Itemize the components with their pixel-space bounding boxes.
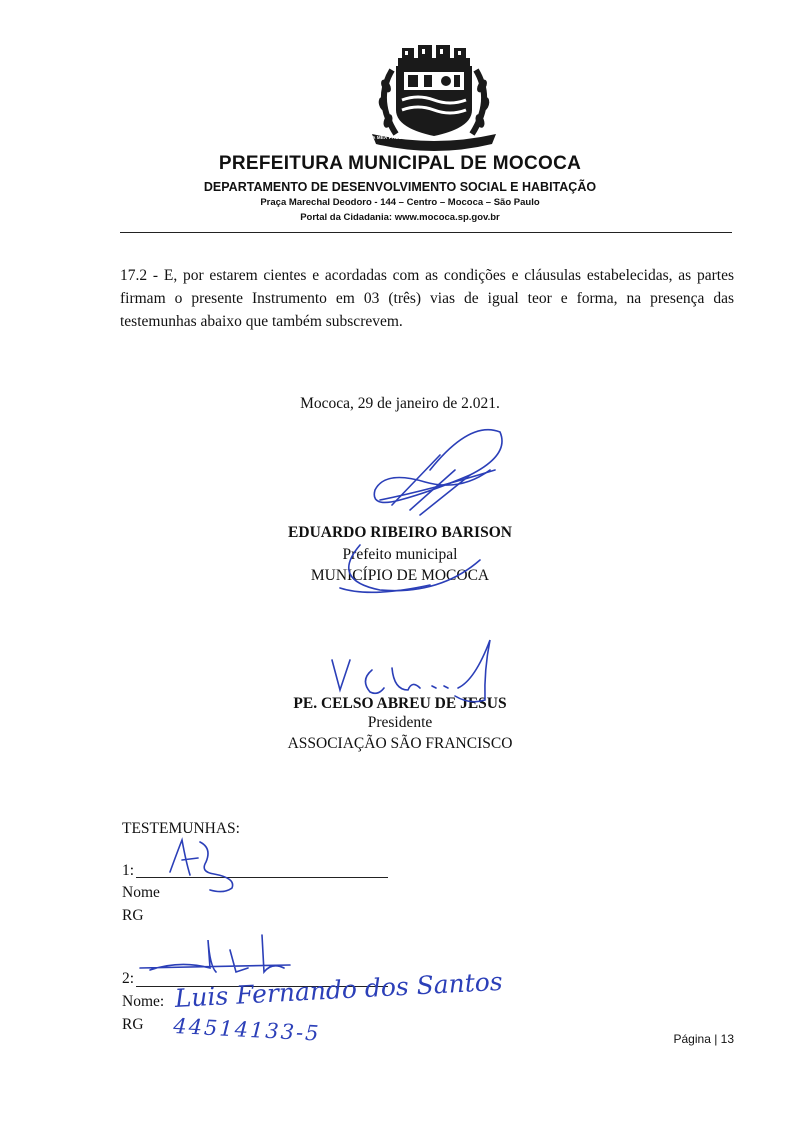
- signatory-2-name: PE. CELSO ABREU DE JESUS: [293, 695, 507, 712]
- signatory-1-name: EDUARDO RIBEIRO BARISON: [288, 524, 512, 541]
- signatory-1-role: Prefeito municipal: [342, 546, 458, 563]
- department-name: DEPARTAMENTO DE DESENVOLVIMENTO SOCIAL E HABITAÇÃO: [203, 180, 597, 194]
- signature-1-icon: [374, 430, 502, 503]
- witness-2-rg-label: RG: [122, 1016, 144, 1033]
- page-number: Página | 13: [673, 1032, 734, 1046]
- address-line: Praça Marechal Deodoro - 144 – Centro – Mococa – São Paulo: [260, 197, 540, 208]
- crest-motto: TERRA MEA PAULISTA GENEROSA: [359, 135, 441, 140]
- witness-1-rg-label: RG: [122, 907, 144, 924]
- portal-line: Portal da Cidadania: www.mococa.sp.gov.br: [300, 212, 500, 223]
- witness-2-handwritten-rg: 44514133-5: [172, 1014, 322, 1046]
- document-date: Mococa, 29 de janeiro de 2.021.: [300, 395, 500, 412]
- witness-2-name-label: Nome:: [122, 993, 165, 1010]
- signature-2-icon: [332, 660, 350, 690]
- signatory-1-entity: MUNICÍPIO DE MOCOCA: [310, 567, 490, 584]
- clause-paragraph: 17.2 - E, por estarem cientes e acordadas com as condições e cláusulas estabelecidas, as partes firmam o presente Instrumento em 03 (três) vias de igual teor e forma, na presença das testemunhas abaixo que também subscrevem.: [120, 267, 734, 330]
- witness-1-number: 1:: [122, 862, 135, 879]
- signatory-2-entity: ASSOCIAÇÃO SÃO FRANCISCO: [287, 735, 513, 752]
- org-title: PREFEITURA MUNICIPAL DE MOCOCA: [218, 153, 582, 174]
- witness-1-signature-icon: [170, 840, 233, 892]
- witness-1-name-label: Nome: [122, 884, 160, 901]
- witnesses-heading: TESTEMUNHAS:: [122, 820, 240, 837]
- witness-2-handwritten-name: Luis Fernando dos Santos: [174, 966, 504, 1013]
- witness-2-signature-icon: [140, 935, 290, 972]
- witness-2-number: 2:: [122, 970, 135, 987]
- signatory-2-role: Presidente: [367, 714, 433, 731]
